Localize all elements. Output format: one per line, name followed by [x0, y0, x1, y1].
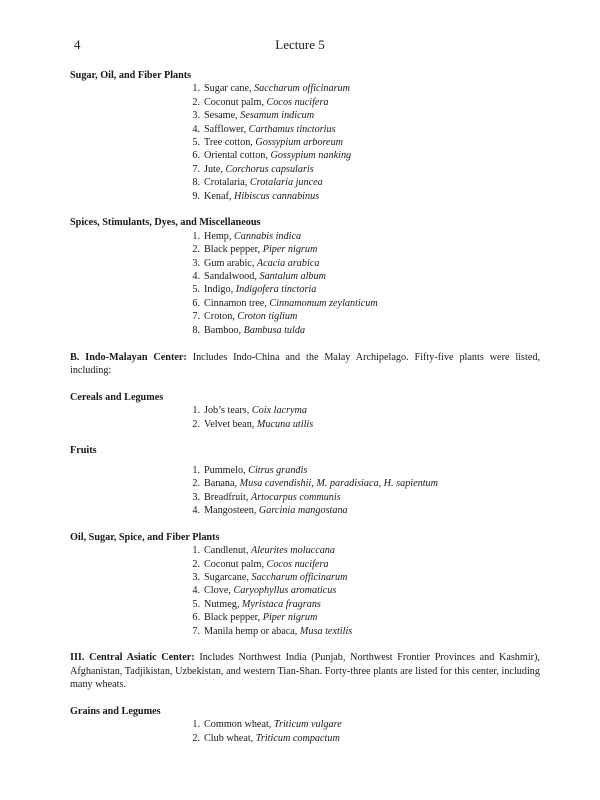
- section-heading: Fruits: [70, 445, 97, 457]
- running-head: Lecture 5: [275, 37, 325, 52]
- list-item: 8. Bamboo, Bambusa tulda: [192, 324, 306, 336]
- list-item: 6. Black pepper, Piper nigrum: [192, 612, 318, 624]
- page-body: [70, 69, 540, 745]
- section-heading: Cereals and Legumes: [70, 391, 164, 403]
- center-paragraph: [70, 351, 540, 378]
- list-item: 8. Crotalaria, Crotalaria juncea: [192, 177, 323, 189]
- list-item: 4. Sandalwood, Santalum album: [192, 271, 326, 283]
- page-number: 4: [74, 37, 81, 52]
- center-description: Includes Indo-China and the Malay Archipelago. Fifty-five plants were listed, including:: [70, 351, 541, 376]
- list-item: 6. Oriental cotton, Gossypium nanking: [192, 150, 352, 162]
- list-item: 1. Hemp, Cannabis indica: [192, 230, 302, 242]
- list-item: 2. Black pepper, Piper nigrum: [192, 244, 318, 256]
- list-item: 4. Safflower, Carthamus tinctorius: [192, 123, 336, 135]
- list-item: 3. Sugarcane, Saccharum officinarum: [192, 571, 348, 583]
- list-item: 5. Tree cotton, Gossypium arboreum: [192, 137, 344, 149]
- list-item: 2. Coconut palm, Cocos nucifera: [192, 558, 329, 570]
- list-item: 5. Nutmeg, Myristaca fragrans: [192, 598, 321, 610]
- plant-list: [186, 718, 540, 745]
- center-description: Includes Northwest India (Punjab, Northwest Frontier Provinces and Kashmir), Afghanistan, Tadjikistan, Uzbekistan, and western Tian-Shan. Forty-three plants are listed for this center, including many wheats.: [70, 652, 540, 691]
- section-heading: Grains and Legumes: [70, 705, 161, 717]
- list-item: 7. Jute, Corchorus capsularis: [192, 163, 314, 175]
- center-paragraph: [70, 651, 540, 691]
- list-item: 3. Gum arabic, Acacia arabica: [192, 257, 320, 269]
- list-item: 1. Pummelo, Citrus grandis: [192, 464, 308, 476]
- section-heading: Oil, Sugar, Spice, and Fiber Plants: [70, 531, 220, 543]
- list-item: 4. Mangosteen, Garcinia mangostana: [192, 504, 348, 516]
- list-item: 4. Clove, Caryophyllus aromaticus: [192, 585, 337, 597]
- plant-list: [186, 230, 540, 337]
- list-item: 2. Club wheat, Triticum compactum: [192, 732, 340, 744]
- list-item: 5. Indigo, Indigofera tinctoria: [192, 284, 317, 296]
- list-item: 1. Job’s tears, Coix lacryma: [192, 405, 307, 417]
- list-item: 1. Common wheat, Triticum vulgare: [192, 719, 342, 731]
- list-item: 1. Sugar cane, Saccharum officinarum: [192, 83, 350, 95]
- list-item: 6. Cinnamon tree, Cinnamomum zeylanticum: [192, 297, 378, 309]
- plant-list: [186, 544, 540, 638]
- list-item: 2. Coconut palm, Cocos nucifera: [192, 96, 329, 108]
- list-item: 2. Velvet bean, Mucuna utilis: [192, 418, 314, 430]
- list-item: 7. Croton, Croton tiglium: [192, 311, 298, 323]
- list-item: 3. Sesame, Sesamum indicum: [192, 110, 315, 122]
- plant-list: [186, 464, 540, 518]
- list-item: 9. Kenaf, Hibiscus cannabinus: [192, 190, 320, 202]
- list-item: 1. Candlenut, Aleurites moluccana: [192, 545, 335, 557]
- section-heading: Spices, Stimulants, Dyes, and Miscellaneous: [70, 217, 261, 229]
- section-heading: Sugar, Oil, and Fiber Plants: [70, 70, 192, 81]
- center-title: B. Indo-Malayan Center:: [70, 351, 187, 363]
- list-item: 7. Manila hemp or abaca, Musa textilis: [192, 625, 353, 637]
- list-item: 3. Breadfruit, Artocarpus communis: [192, 491, 341, 503]
- center-title: III. Central Asiatic Center:: [70, 652, 195, 664]
- list-item: 2. Banana, Musa cavendishii, M. paradisiaca, H. sapientum: [192, 478, 439, 490]
- plant-list: [186, 82, 540, 203]
- plant-list: [186, 404, 540, 431]
